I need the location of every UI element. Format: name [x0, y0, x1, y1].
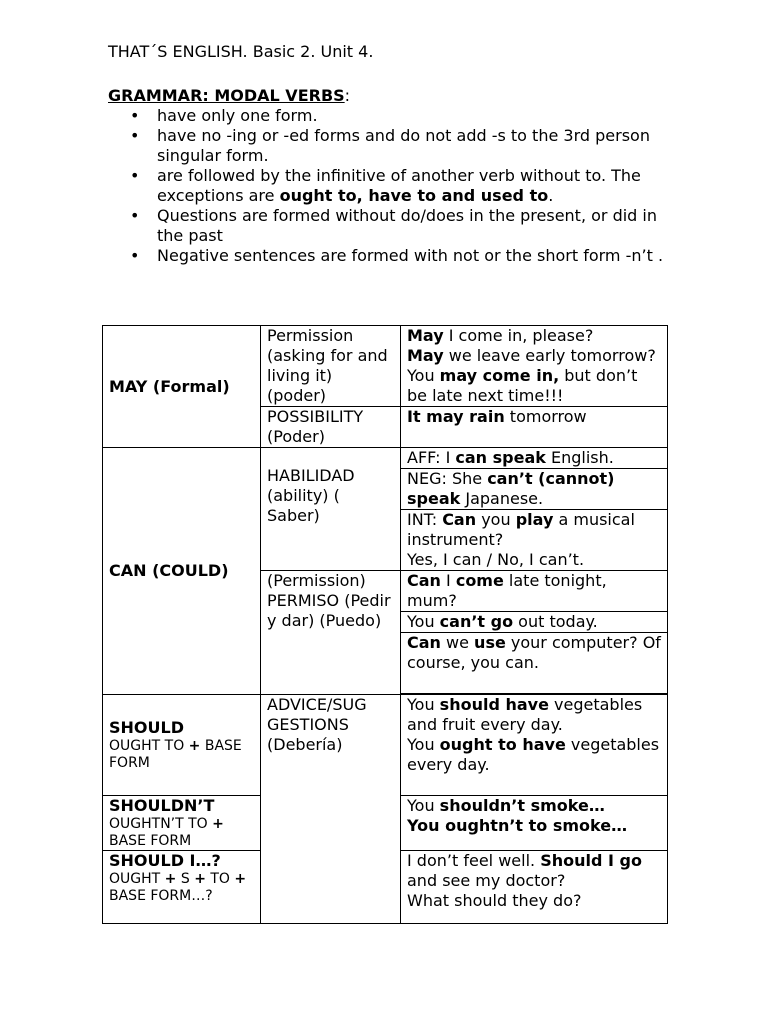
- grammar-heading-text: GRAMMAR: MODAL VERBS: [108, 86, 345, 105]
- modal-should-cell: [103, 695, 261, 796]
- rules-list: [108, 106, 668, 266]
- modal-shouldnt: SHOULDN’T: [109, 796, 215, 815]
- rule-text: Questions are formed without do/does in the present, or did in the past: [157, 206, 658, 245]
- meaning-possibility: POSSIBILITY (Poder): [261, 407, 401, 448]
- modal-may-cell: [103, 326, 261, 448]
- rule-item: [108, 166, 668, 206]
- example-answer: Yes, I can / No, I can’t.: [407, 550, 585, 569]
- example-neg: NEG: She can’t (cannot) speak Japanese.: [401, 469, 668, 510]
- example-can-3: Can we use your computer? Of course, you can.: [401, 633, 668, 694]
- modal-should-question: SHOULD I…?: [109, 851, 221, 870]
- table-row: [103, 695, 668, 796]
- grammar-heading-colon: :: [344, 86, 351, 105]
- modal-should: SHOULD: [109, 718, 184, 737]
- modal-shouldnt-form: OUGHTN’T TO + BASE FORM: [109, 816, 224, 849]
- meaning-permission-can: (Permission) PERMISO (Pedir y dar) (Puedo): [261, 571, 401, 695]
- rule-text: have only one form.: [157, 106, 318, 125]
- modal-verbs-table: [102, 325, 668, 924]
- document-title: THAT´S ENGLISH. Basic 2. Unit 4.: [108, 42, 374, 61]
- examples-should-question: I don’t feel well. Should I go and see my doctor? What should they do?: [401, 851, 668, 924]
- meaning-permission: Permission (asking for and living it) (poder): [261, 326, 401, 407]
- example-line: May we leave early tomorrow?: [407, 346, 656, 365]
- meaning-ability: HABILIDAD (ability) ( Saber): [261, 448, 401, 571]
- grammar-heading: [108, 86, 350, 106]
- meaning-advice: ADVICE/SUG GESTIONS (Debería): [261, 695, 401, 924]
- table-row: [103, 448, 668, 469]
- example-aff: AFF: I can speak English.: [401, 448, 668, 469]
- example-int: INT: Can you play a musical instrument? Yes, I can / No, I can’t.: [401, 510, 668, 571]
- rule-item: [108, 246, 668, 266]
- example-can-2: You can’t go out today.: [401, 612, 668, 633]
- modal-should-question-cell: [103, 851, 261, 924]
- example-line: May I come in, please?: [407, 326, 594, 345]
- modal-should-form: OUGHT TO + BASE FORM: [109, 738, 242, 771]
- modal-can-cell: [103, 448, 261, 695]
- modal-can: CAN (COULD): [109, 561, 229, 580]
- table-row: [103, 326, 668, 407]
- rule-text: .: [548, 186, 554, 205]
- example-can-1: Can I come late tonight, mum?: [401, 571, 668, 612]
- rule-exceptions: ought to, have to and used to: [279, 186, 549, 205]
- rule-text: Negative sentences are formed with not or the short form -n’t .: [157, 246, 664, 265]
- rule-item: [108, 206, 668, 246]
- examples-may-possibility: [401, 407, 668, 448]
- examples-may-permission: [401, 326, 668, 407]
- examples-should: You should have vegetables and fruit every day. You ought to have vegetables every day.: [401, 695, 668, 796]
- rule-item: [108, 106, 668, 126]
- modal-may: MAY (Formal): [109, 376, 230, 396]
- modal-shouldnt-cell: [103, 796, 261, 851]
- example-line: It may rain tomorrow: [407, 407, 587, 426]
- modal-should-question-form: OUGHT + S + TO + BASE FORM…?: [109, 871, 247, 904]
- rule-text: have no -ing or -ed forms and do not add -s to the 3rd person singular form.: [157, 126, 650, 165]
- example-line: You may come in, but don’t be late next time!!!: [407, 366, 638, 405]
- rule-text: are followed by the infinitive of another verb without to. The exceptions are: [157, 166, 641, 205]
- rule-item: [108, 126, 668, 166]
- examples-shouldnt: You shouldn’t smoke… You oughtn’t to smoke…: [401, 796, 668, 851]
